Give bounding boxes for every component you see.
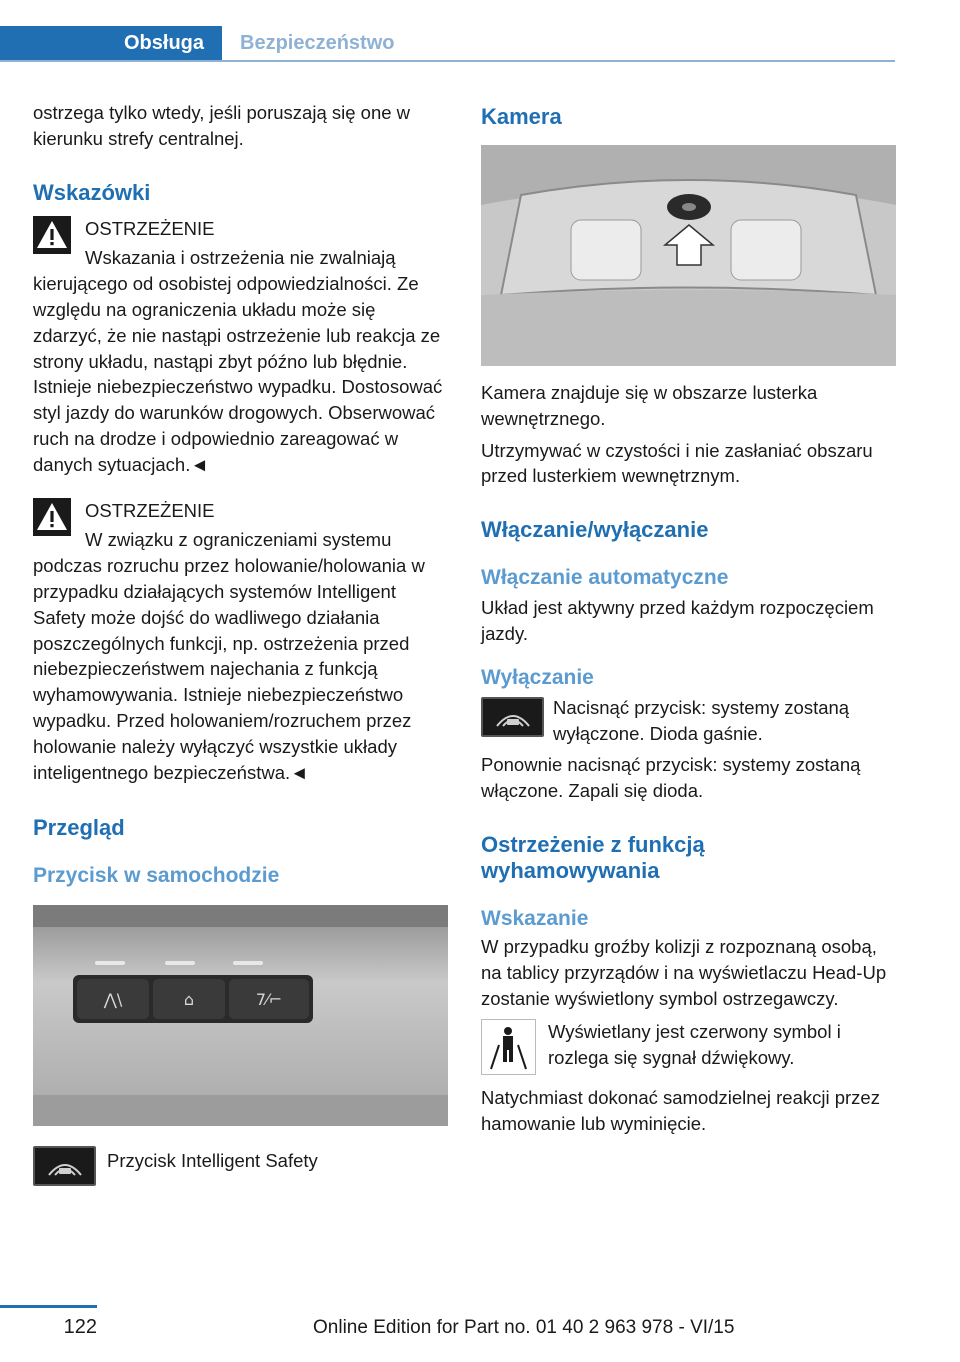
tab-bezpieczenstwo[interactable]: Bezpieczeństwo <box>240 31 395 54</box>
warning-block-1 <box>33 216 448 478</box>
warning-text-1: Wskazania i ostrzeżenia nie zwalniają kierującego od osobistej odpowiedzialności. Ze względu na ograniczenia układu może się zdarzyć, że nie nastąpi ostrzeżenie lub reakcja ze strony układu, nastąpi zbyt późno lub błędnie. Istnieje niebezpieczeństwo wypadku. Dostosować styl jazdy do warunków drogowych. Obserwować ruch na drodze i odpowiednio zareagować w danych sytuacjach.◄ <box>33 247 443 475</box>
heading-ostrzezenie: Ostrzeżenie z funkcją wyhamowywania <box>481 831 705 883</box>
warning-text-2: W związku z ograniczeniami systemu podczas rozruchu przez holowanie/holowania w przypadku działających systemów Intelligent Safety może dojść do wadliwego działania poszczególnych funkcji, np. ostrzeżenia przed niebezpieczeństwem najechania z funkcją wyhamowywania. Istnieje niebezpieczeństwo wypadku. Przed holowaniem/rozruchem przez holowanie należy wyłączyć wszystkie układy inteligentnego bezpieczeństwa.◄ <box>33 529 425 783</box>
wskazanie-text-2: Wyświetlany jest czerwony symbol i rozlega się sygnał dźwiękowy. <box>548 1021 841 1069</box>
heading-wskazanie: Wskazanie <box>481 906 589 930</box>
svg-text:7⁄⌐: 7⁄⌐ <box>255 990 283 1010</box>
intro-text: ostrzega tylko wtedy, jeśli poruszają się one w kierunku strefy centralnej. <box>33 102 411 149</box>
heading-wylaczanie: Wyłączanie <box>481 665 594 689</box>
warning-triangle-icon <box>33 216 71 254</box>
pedestrian-warning-icon <box>481 1019 536 1075</box>
heading-wlaczanie: Włączanie/wyłączanie <box>481 517 709 543</box>
left-column <box>33 100 448 1190</box>
svg-text:⌂: ⌂ <box>183 990 195 1010</box>
wylaczanie-text-1: Nacisnąć przycisk: systemy zostaną wyłączone. Dioda gaśnie. <box>553 696 850 744</box>
header-divider <box>0 60 895 62</box>
edition-text: Online Edition for Part no. 01 40 2 963 978 - VI/15 <box>313 1317 735 1338</box>
button-panel-illustration <box>33 905 448 1126</box>
wskazanie-symbol-row <box>481 1019 896 1077</box>
kamera-text-1: Kamera znajduje się w obszarze lusterka wewnętrznego. <box>481 382 818 429</box>
wylaczanie-text-2: Ponownie nacisnąć przycisk: systemy zostaną włączone. Zapali się dioda. <box>481 754 861 802</box>
svg-text:⋀\: ⋀\ <box>103 990 123 1010</box>
warning-label: OSTRZEŻENIE <box>85 217 215 239</box>
button-panel-photo <box>33 905 448 1126</box>
warning-triangle-icon <box>33 498 71 536</box>
page-header <box>0 26 895 62</box>
wylaczanie-row <box>481 695 896 747</box>
camera-illustration <box>481 145 896 366</box>
tab-obsluga[interactable]: Obsługa <box>0 26 222 60</box>
button-caption-row <box>33 1146 448 1190</box>
wskazanie-text-1: W przypadku groźby kolizji z rozpoznaną osobą, na tablicy przyrządów i na wyświetlaczu Head-Up zostanie wyświetlony symbol ostrzegawczy. <box>481 935 887 1009</box>
intelligent-safety-button-icon <box>481 697 544 737</box>
auto-text: Układ jest aktywny przed każdym rozpoczęciem jazdy. <box>481 597 874 644</box>
camera-photo <box>481 145 896 366</box>
wskazanie-text-3: Natychmiast dokonać samodzielnej reakcji przez hamowanie lub wyminięcie. <box>481 1087 880 1135</box>
footer-divider <box>0 1305 97 1308</box>
heading-wskazowki: Wskazówki <box>33 179 151 205</box>
button-caption: Przycisk Intelligent Safety <box>107 1150 318 1172</box>
page-number: 122 <box>63 1316 97 1338</box>
warning-block-2 <box>33 498 448 786</box>
kamera-text-2: Utrzymywać w czystości i nie zasłaniać obszaru przed lusterkiem wewnętrznym. <box>481 439 873 487</box>
heading-przeglad: Przegląd <box>33 815 125 841</box>
right-column <box>481 100 896 1143</box>
heading-kamera: Kamera <box>481 104 562 129</box>
heading-przycisk: Przycisk w samochodzie <box>33 864 280 888</box>
warning-label: OSTRZEŻENIE <box>85 499 215 521</box>
heading-wlaczanie-auto: Włączanie automatyczne <box>481 566 729 590</box>
intelligent-safety-button-icon <box>33 1146 96 1186</box>
